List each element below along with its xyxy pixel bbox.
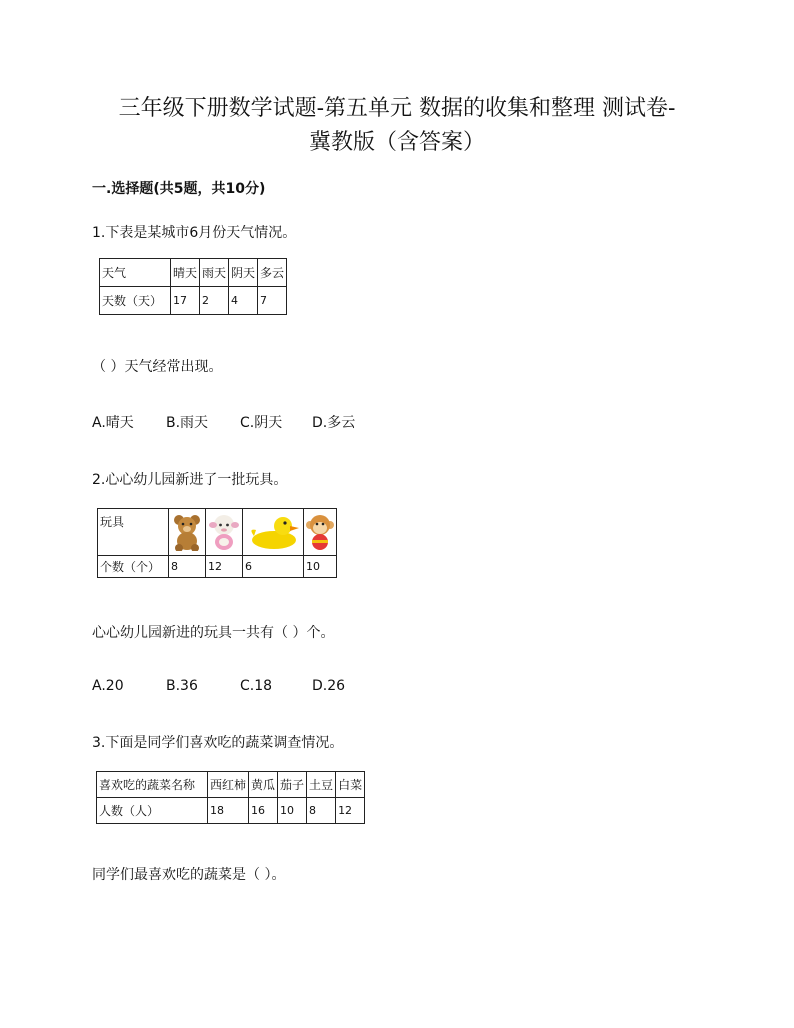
table-header-cell: 西红柿 xyxy=(208,772,249,798)
table-header-cell: 土豆 xyxy=(307,772,336,798)
toy-cell xyxy=(169,509,206,556)
rubber-duck-icon xyxy=(246,514,300,550)
table-cell: 8 xyxy=(307,798,336,824)
section-heading: 一.选择题(共5题，共10分) xyxy=(92,181,266,197)
q3-prompt: 3.下面是同学们喜欢吃的蔬菜调查情况。 xyxy=(92,735,344,751)
option-b[interactable]: B.雨天 xyxy=(166,415,209,431)
table-cell: 10 xyxy=(304,556,337,578)
table-header-cell: 黄瓜 xyxy=(249,772,278,798)
table-row-label: 天数（天） xyxy=(100,287,171,315)
page-title xyxy=(90,92,704,160)
table-header-cell: 茄子 xyxy=(278,772,307,798)
q1-prompt: 1.下表是某城市6月份天气情况。 xyxy=(92,225,297,241)
option-c[interactable]: C.18 xyxy=(240,678,273,694)
q2-toy-table xyxy=(97,508,337,578)
table-header-cell: 阴天 xyxy=(229,259,258,287)
table-row-label: 人数（人） xyxy=(97,798,208,824)
monkey-doll-icon xyxy=(306,513,334,551)
table-cell: 7 xyxy=(258,287,287,315)
table-row xyxy=(100,259,287,287)
option-b[interactable]: B.36 xyxy=(166,678,198,694)
table-cell: 6 xyxy=(243,556,304,578)
option-c[interactable]: C.阴天 xyxy=(240,415,283,431)
table-cell: 18 xyxy=(208,798,249,824)
title-line-2: 冀教版（含答案） xyxy=(308,130,485,155)
option-d[interactable]: D.多云 xyxy=(312,415,356,431)
table-header-cell: 喜欢吃的蔬菜名称 xyxy=(97,772,208,798)
q1-question: （ ）天气经常出现。 xyxy=(92,359,223,375)
table-cell: 12 xyxy=(206,556,243,578)
table-header-cell: 白菜 xyxy=(336,772,365,798)
toy-cell xyxy=(304,509,337,556)
table-row xyxy=(97,772,365,798)
table-row xyxy=(98,556,337,578)
option-a[interactable]: A.晴天 xyxy=(92,415,134,431)
q1-options xyxy=(92,412,355,432)
table-header-cell: 雨天 xyxy=(200,259,229,287)
option-a[interactable]: A.20 xyxy=(92,678,124,694)
table-header-cell: 晴天 xyxy=(171,259,200,287)
table-header-cell: 多云 xyxy=(258,259,287,287)
sheep-doll-icon xyxy=(208,513,240,551)
option-d[interactable]: D.26 xyxy=(312,678,346,694)
table-cell: 12 xyxy=(336,798,365,824)
table-cell: 16 xyxy=(249,798,278,824)
q3-vegetable-table xyxy=(96,771,365,824)
table-cell: 2 xyxy=(200,287,229,315)
q2-question: 心心幼儿园新进的玩具一共有（ ）个。 xyxy=(92,625,335,641)
table-header-cell: 天气 xyxy=(100,259,171,287)
table-cell: 10 xyxy=(278,798,307,824)
q2-options xyxy=(92,678,345,694)
teddy-bear-icon xyxy=(171,513,203,551)
table-cell: 8 xyxy=(169,556,206,578)
q3-question: 同学们最喜欢吃的蔬菜是（ ）。 xyxy=(92,867,286,883)
table-row-label: 个数（个） xyxy=(98,556,169,578)
toy-cell xyxy=(243,509,304,556)
table-row xyxy=(100,287,287,315)
table-row xyxy=(98,509,337,556)
table-cell: 4 xyxy=(229,287,258,315)
table-row xyxy=(97,798,365,824)
toy-cell xyxy=(206,509,243,556)
table-header-cell: 玩具 xyxy=(98,509,169,556)
table-cell: 17 xyxy=(171,287,200,315)
title-line-1: 三年级下册数学试题-第五单元 数据的收集和整理 测试卷- xyxy=(118,96,676,121)
q2-prompt: 2.心心幼儿园新进了一批玩具。 xyxy=(92,472,288,488)
q1-weather-table xyxy=(99,258,287,315)
